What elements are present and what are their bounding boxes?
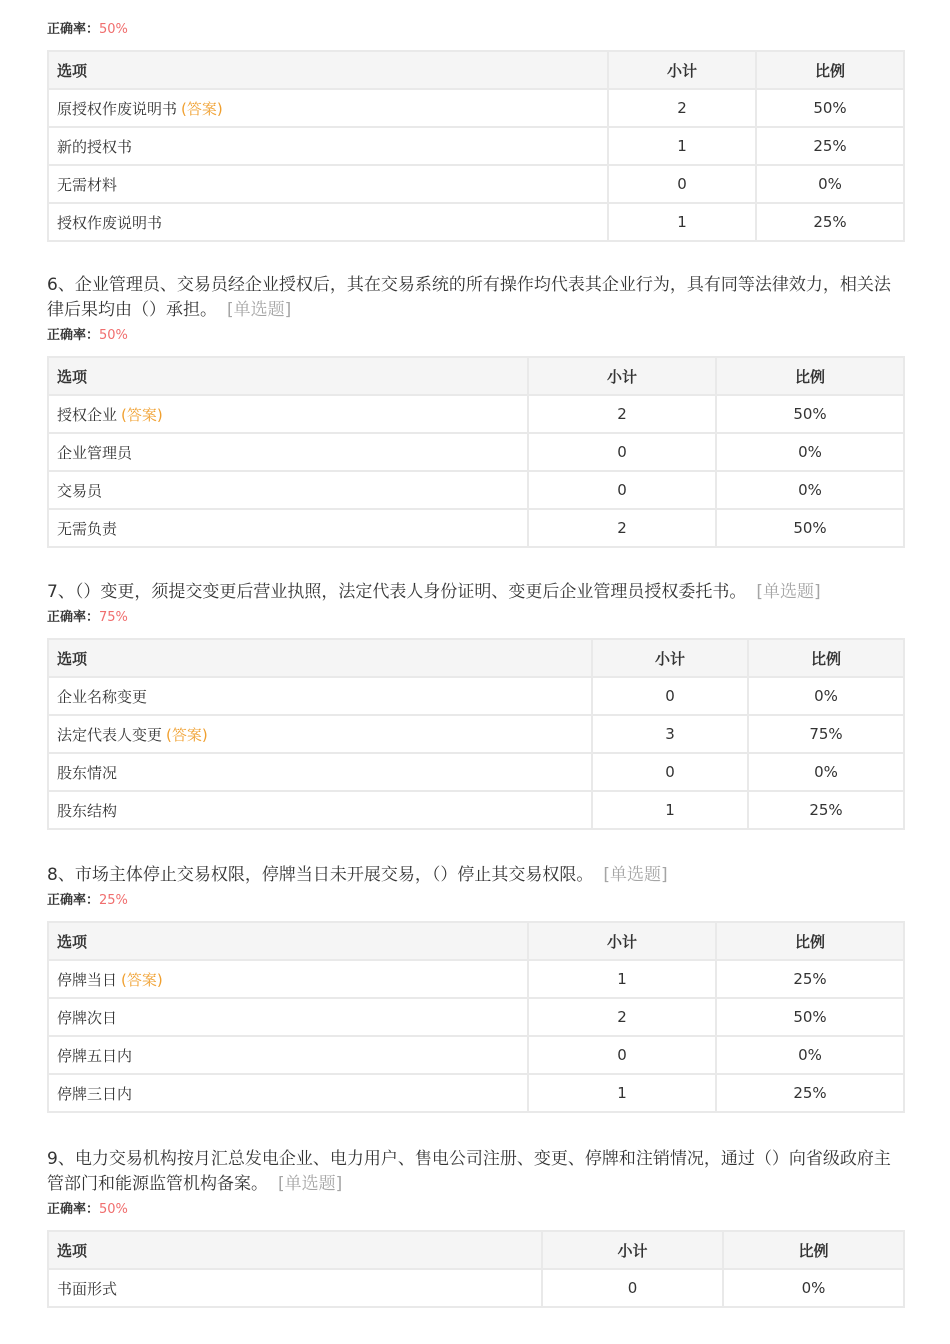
question-9 [47,1147,903,1308]
col-count-header: 小计 [542,1231,723,1269]
col-ratio-header: 比例 [716,357,904,395]
col-ratio-header: 比例 [723,1231,904,1269]
option-cell [48,471,528,509]
question-text: 7、（）变更，须提交变更后营业执照，法定代表人身份证明、变更后企业管理员授权委托书。 [47,582,747,602]
count-cell: 3 [592,715,748,753]
count-cell: 2 [608,89,756,127]
table-header-row [48,922,904,960]
table-row [48,433,904,471]
question-title [47,863,903,888]
count-cell: 0 [528,1036,716,1074]
option-label: 停牌五日内 [57,1046,133,1065]
result-table [47,356,905,548]
col-option-header: 选项 [48,639,592,677]
option-cell [48,433,528,471]
ratio-cell: 25% [748,791,904,829]
count-cell: 1 [592,791,748,829]
count-cell: 2 [528,509,716,547]
col-count-header: 小计 [528,922,716,960]
col-count-header: 小计 [608,51,756,89]
question-title [47,273,903,323]
option-label: 停牌当日 [57,970,118,989]
table-row [48,753,904,791]
ratio-cell: 0% [716,433,904,471]
ratio-cell: 0% [756,165,904,203]
option-cell [48,203,608,241]
option-cell [48,89,608,127]
option-cell [48,753,592,791]
table-row [48,715,904,753]
table-row [48,89,904,127]
correct-rate-label: 正确率： [47,1202,100,1217]
correct-rate-label: 正确率： [47,22,100,37]
option-label: 股东情况 [57,763,118,782]
count-cell: 0 [528,471,716,509]
option-cell [48,960,528,998]
count-cell: 0 [592,677,748,715]
table-row [48,203,904,241]
correct-rate [47,327,903,345]
table-header-row [48,639,904,677]
correct-rate [47,892,903,910]
question-title [47,1147,903,1197]
option-label: 无需负责 [57,519,118,538]
correct-rate-label: 正确率： [47,328,100,343]
col-ratio-header: 比例 [756,51,904,89]
correct-rate-value: 25% [99,893,128,908]
option-cell [48,791,592,829]
count-cell: 2 [528,998,716,1036]
ratio-cell: 50% [756,89,904,127]
question-text: 6、企业管理员、交易员经企业授权后，其在交易系统的所有操作均代表其企业行为，具有同等法律效力，相关法律后果均由（）承担。 [47,275,891,320]
table-header-row [48,357,904,395]
option-cell [48,395,528,433]
option-label: 书面形式 [57,1279,118,1298]
option-label: 停牌三日内 [57,1084,133,1103]
table-row [48,127,904,165]
col-option-header: 选项 [48,1231,542,1269]
count-cell: 1 [608,203,756,241]
answer-tag: (答案) [121,405,163,424]
result-table [47,50,905,242]
option-cell [48,1074,528,1112]
count-cell: 0 [592,753,748,791]
col-option-header: 选项 [48,51,608,89]
count-cell: 1 [528,960,716,998]
table-header-row [48,51,904,89]
count-cell: 2 [528,395,716,433]
col-option-header: 选项 [48,922,528,960]
table-row [48,509,904,547]
col-count-header: 小计 [528,357,716,395]
option-cell [48,165,608,203]
question-6 [47,273,903,548]
table-row [48,998,904,1036]
table-row [48,1036,904,1074]
option-label: 授权作废说明书 [57,213,163,232]
ratio-cell: 25% [716,960,904,998]
correct-rate-value: 50% [99,22,128,37]
correct-rate [47,21,903,39]
answer-tag: (答案) [121,970,163,989]
col-option-header: 选项 [48,357,528,395]
table-row [48,791,904,829]
ratio-cell: 75% [748,715,904,753]
correct-rate-value: 50% [99,328,128,343]
table-row [48,677,904,715]
count-cell: 0 [608,165,756,203]
ratio-cell: 0% [716,471,904,509]
option-cell [48,1269,542,1307]
ratio-cell: 25% [756,203,904,241]
question-type: [单选题] [756,582,821,602]
option-label: 无需材料 [57,175,118,194]
option-cell [48,509,528,547]
table-row [48,1074,904,1112]
answer-tag: (答案) [181,99,223,118]
col-count-header: 小计 [592,639,748,677]
correct-rate [47,1201,903,1219]
correct-rate-value: 75% [99,610,128,625]
correct-rate-value: 50% [99,1202,128,1217]
option-label: 股东结构 [57,801,118,820]
correct-rate [47,609,903,627]
question-title [47,580,903,605]
question-8 [47,863,903,1113]
col-ratio-header: 比例 [716,922,904,960]
option-cell [48,715,592,753]
table-row [48,395,904,433]
answer-tag: (答案) [166,725,208,744]
ratio-cell: 0% [716,1036,904,1074]
option-label: 停牌次日 [57,1008,118,1027]
option-cell [48,127,608,165]
option-label: 企业管理员 [57,443,133,462]
option-label: 原授权作废说明书 [57,99,178,118]
ratio-cell: 50% [716,509,904,547]
ratio-cell: 25% [756,127,904,165]
question-7 [47,580,903,830]
ratio-cell: 0% [748,753,904,791]
count-cell: 1 [608,127,756,165]
ratio-cell: 25% [716,1074,904,1112]
count-cell: 0 [542,1269,723,1307]
option-label: 新的授权书 [57,137,133,156]
option-cell [48,677,592,715]
option-label: 交易员 [57,481,103,500]
option-label: 法定代表人变更 [57,725,163,744]
question-text: 8、市场主体停止交易权限，停牌当日未开展交易，（）停止其交易权限。 [47,865,594,885]
question-type: [单选题] [227,300,292,320]
table-row [48,471,904,509]
question-5 [47,21,903,242]
option-cell [48,998,528,1036]
option-label: 授权企业 [57,405,118,424]
result-table [47,638,905,830]
col-ratio-header: 比例 [748,639,904,677]
question-type: [单选题] [603,865,668,885]
correct-rate-label: 正确率： [47,610,100,625]
correct-rate-label: 正确率： [47,893,100,908]
table-row [48,960,904,998]
ratio-cell: 0% [748,677,904,715]
table-row [48,165,904,203]
option-label: 企业名称变更 [57,687,148,706]
count-cell: 1 [528,1074,716,1112]
count-cell: 0 [528,433,716,471]
table-row [48,1269,904,1307]
ratio-cell: 50% [716,998,904,1036]
result-table [47,1230,905,1308]
ratio-cell: 50% [716,395,904,433]
table-header-row [48,1231,904,1269]
question-text: 9、电力交易机构按月汇总发电企业、电力用户、售电公司注册、变更、停牌和注销情况，通过（）向省级政府主管部门和能源监管机构备案。 [47,1149,891,1194]
result-table [47,921,905,1113]
option-cell [48,1036,528,1074]
ratio-cell: 0% [723,1269,904,1307]
question-type: [单选题] [278,1174,343,1194]
